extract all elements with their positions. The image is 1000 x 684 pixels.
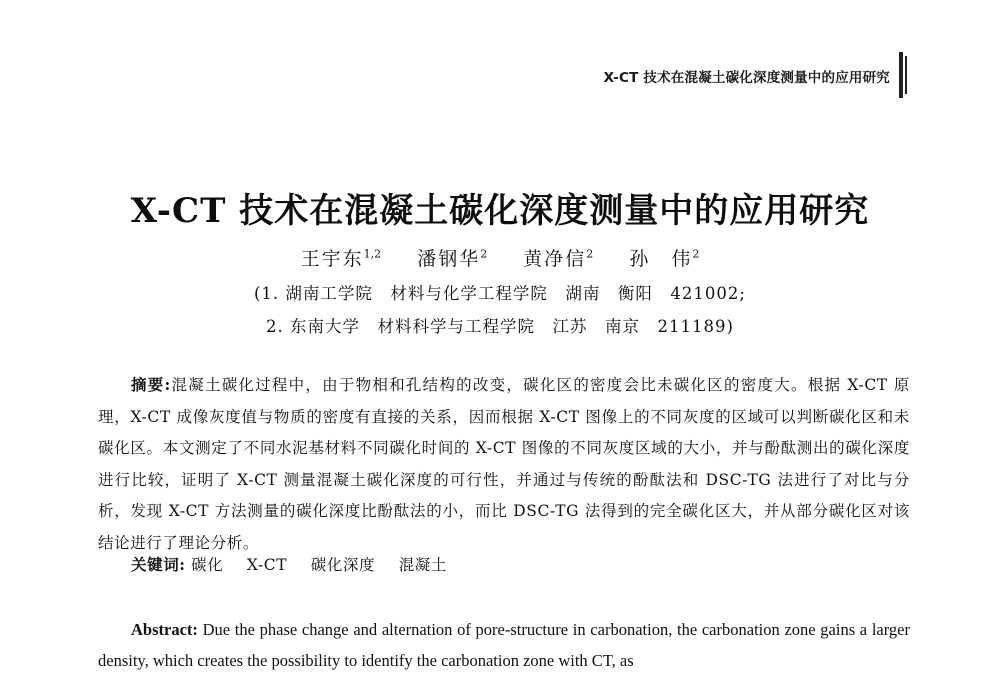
keyword: 混凝土 (398, 556, 447, 574)
author-name: 王宇东 (300, 248, 364, 270)
author-affiliation-mark: 1,2 (363, 247, 382, 261)
running-header: X-CT 技术在混凝土碳化深度测量中的应用研究 (603, 70, 890, 86)
header-edge-bar (899, 52, 907, 98)
author-name: 黄净信 (523, 248, 587, 270)
paper-title: X-CT 技术在混凝土碳化深度测量中的应用研究 (130, 191, 870, 231)
keyword: 碳化深度 (310, 556, 376, 574)
author (523, 244, 593, 271)
keywords-label: 关键词: (131, 555, 186, 574)
keywords (131, 553, 465, 575)
author-affiliation-mark: 2 (692, 247, 700, 261)
header-bar-thin (905, 56, 907, 94)
author (417, 244, 487, 271)
author (301, 244, 382, 271)
author-name: 潘钢华 (417, 248, 481, 270)
author-name: 孙 伟 (629, 248, 693, 270)
author-affiliation-mark: 2 (480, 247, 488, 261)
english-abstract (98, 614, 910, 676)
affiliation-line: (1. 湖南工学院 材料与化学工程学院 湖南 衡阳 421002; (254, 284, 746, 303)
keyword: X-CT (246, 556, 288, 574)
author-list (0, 244, 1000, 271)
affiliation-line: 2. 东南大学 材料科学与工程学院 江苏 南京 211189) (266, 317, 734, 336)
author (629, 244, 699, 271)
chinese-abstract (98, 369, 910, 559)
keyword: 碳化 (191, 556, 224, 574)
author-affiliation-mark: 2 (586, 247, 594, 261)
abstract-label-en: Abstract: (131, 620, 198, 639)
abstract-text-en: Due the phase change and alternation of pore-structure in carbonation, the carbonation zone gains a larger density, which creates the possibility to identify the carbonation zone with CT, as (98, 620, 911, 670)
abstract-label: 摘要: (131, 375, 171, 394)
header-bar-thick (899, 52, 903, 98)
abstract-text: 混凝土碳化过程中，由于物相和孔结构的改变，碳化区的密度会比未碳化区的密度大。根据 X-CT 原理，X-CT 成像灰度值与物质的密度有直接的关系，因而根据 X-CT 图像上的不同灰度的区域可以判断碳化区和未碳化区。本文测定了不同水泥基材料不同碳化时间的 X-CT 图像的不同灰度区域的大小，并与酚酞测出的碳化深度进行比较，证明了 X-CT 测量混凝土碳化深度的可行性，并通过与传统的酚酞法和 DSC-TG 法进行了对比与分析，发现 X-CT 方法测量的碳化深度比酚酞法的小，而比 DSC-TG 法得到的完全碳化区大，并从部分碳化区对该结论进行了理论分析。 (98, 376, 910, 552)
